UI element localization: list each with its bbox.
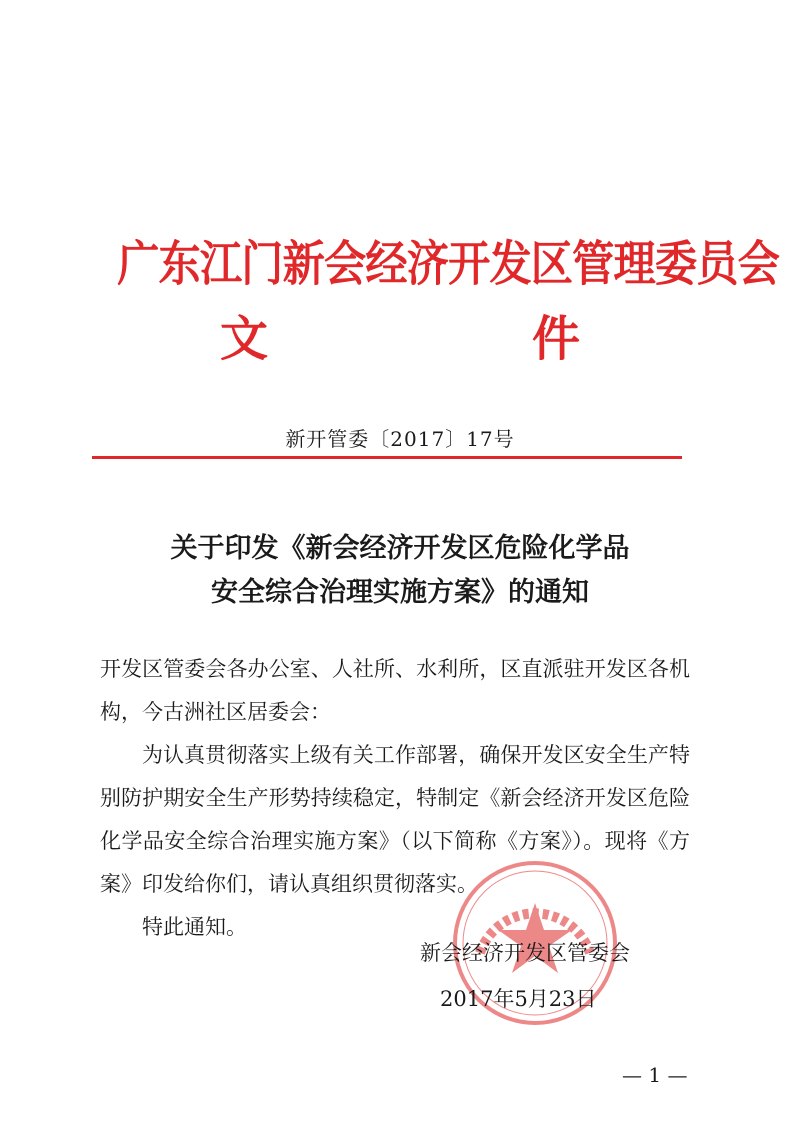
document-number: 新开管委〔2017〕17号: [285, 427, 515, 451]
page-number: — 1 —: [622, 1063, 688, 1087]
recipients: 开发区管委会各办公室、人社所、水利所，区直派驻开发区各机构，今古洲社区居委会：: [100, 657, 690, 724]
document-label-left: 文: [220, 311, 269, 367]
notice-title-line-1: 关于印发《新会经济开发区危险化学品: [170, 533, 630, 564]
document-label-right: 件: [531, 311, 580, 367]
closing-line: 特此通知。: [142, 915, 247, 939]
signer-name: 新会经济开发区管委会: [420, 941, 630, 965]
body-paragraph: 为认真贯彻落实上级有关工作部署，确保开发区安全生产特别防护期安全生产形势持续稳定，特制定《新会经济开发区危险化学品安全综合治理实施方案》（以下简称《方案》）。现将《方案》印发给你们，请认真组织贯彻落实。: [100, 743, 690, 896]
document-label: [220, 311, 580, 367]
organization-title: 广东江门新会经济开发区管理委员会: [117, 236, 779, 292]
signature-date: 2017年5月23日: [440, 987, 597, 1011]
notice-title: [0, 527, 800, 615]
red-divider: [92, 456, 682, 459]
notice-title-line-2: 安全综合治理实施方案》的通知: [211, 577, 589, 608]
